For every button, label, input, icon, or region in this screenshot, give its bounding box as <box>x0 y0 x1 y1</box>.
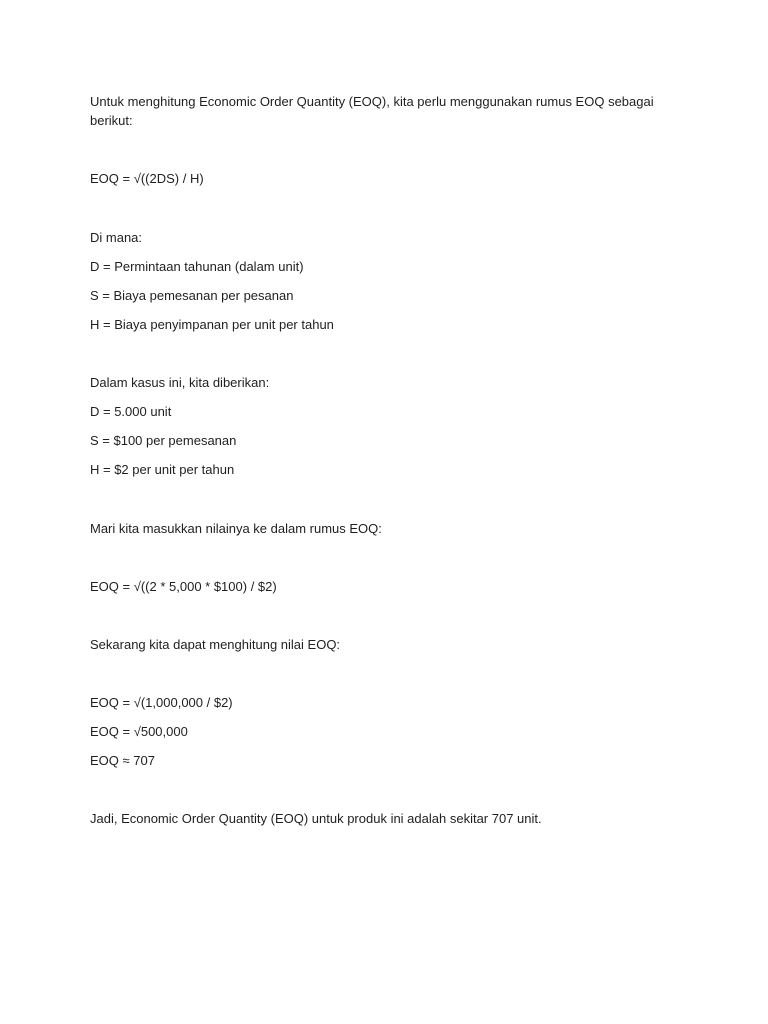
eoq-formula: EOQ = √((2DS) / H) <box>90 171 204 186</box>
computation-step-2: EOQ = √500,000 <box>90 724 188 739</box>
intro-line-2: berikut: <box>90 113 133 128</box>
compute-label: Sekarang kita dapat menghitung nilai EOQ: <box>90 637 341 652</box>
computation-step-1: EOQ = √(1,000,000 / $2) <box>90 695 233 710</box>
given-s: S = $100 per pemesanan <box>90 433 237 448</box>
intro-line-1: Untuk menghitung Economic Order Quantity (EOQ), kita perlu menggunakan rumus EOQ sebagai <box>90 94 654 109</box>
where-label: Di mana: <box>90 230 143 245</box>
definition-h: H = Biaya penyimpanan per unit per tahun <box>90 317 334 332</box>
computation-step-3: EOQ ≈ 707 <box>90 753 155 768</box>
substituted-formula: EOQ = √((2 * 5,000 * $100) / $2) <box>90 579 277 594</box>
given-label: Dalam kasus ini, kita diberikan: <box>90 375 270 390</box>
conclusion: Jadi, Economic Order Quantity (EOQ) untuk produk ini adalah sekitar 707 unit. <box>90 811 542 826</box>
given-d: D = 5.000 unit <box>90 404 172 419</box>
definition-d: D = Permintaan tahunan (dalam unit) <box>90 259 304 274</box>
given-h: H = $2 per unit per tahun <box>90 462 235 477</box>
substitute-label: Mari kita masukkan nilainya ke dalam rumus EOQ: <box>90 521 382 536</box>
definition-s: S = Biaya pemesanan per pesanan <box>90 288 294 303</box>
